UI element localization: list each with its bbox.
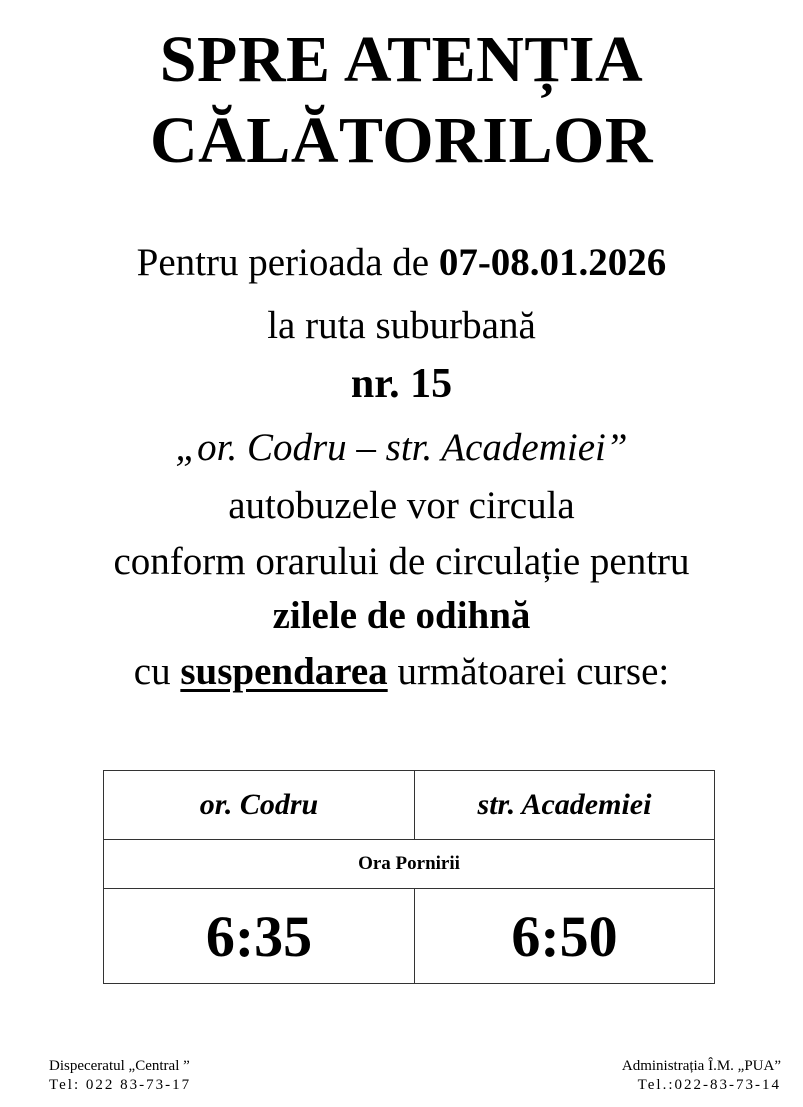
departure-time-codru: 6:35 xyxy=(104,889,415,983)
route-name: „or. Codru – str. Academiei” xyxy=(175,426,628,469)
period-dates: 07-08.01.2026 xyxy=(438,241,667,284)
schedule-text: conform orarului de circulație pentru xyxy=(113,540,690,583)
dispatcher-phone: Tel: 022 83-73-17 xyxy=(49,1076,192,1093)
suspension-word: suspendarea xyxy=(180,650,388,693)
administration-name: Administrația Î.M. „PUA” xyxy=(621,1058,781,1074)
schedule-table xyxy=(103,770,715,984)
rest-days-text: zilele de odihnă xyxy=(272,594,531,637)
suspension-line xyxy=(0,652,803,691)
route-type: la ruta suburbană xyxy=(267,304,536,347)
suspension-prefix: cu xyxy=(133,650,181,693)
notice-title-line2: CĂLĂTORILOR xyxy=(149,104,654,177)
period-line xyxy=(0,243,803,282)
dispatcher-name: Dispeceratul „Central ” xyxy=(49,1058,190,1074)
departure-time-academiei: 6:50 xyxy=(511,903,618,969)
administration-phone: Tel.:022-83-73-14 xyxy=(637,1076,781,1093)
column-header-codru: or. Codru xyxy=(104,771,415,839)
route-number: nr. 15 xyxy=(350,361,453,407)
footer-dispatcher xyxy=(49,1057,191,1095)
footer-administration xyxy=(622,1057,781,1095)
notice-title-line1: SPRE ATENȚIA xyxy=(159,23,644,96)
buses-text: autobuzele vor circula xyxy=(228,484,575,527)
column-header-academiei: str. Academiei xyxy=(477,788,652,821)
departure-time-subheader: Ora Pornirii xyxy=(104,839,714,889)
period-prefix: Pentru perioada de xyxy=(136,241,439,284)
suspension-suffix: următoarei curse: xyxy=(387,650,670,693)
